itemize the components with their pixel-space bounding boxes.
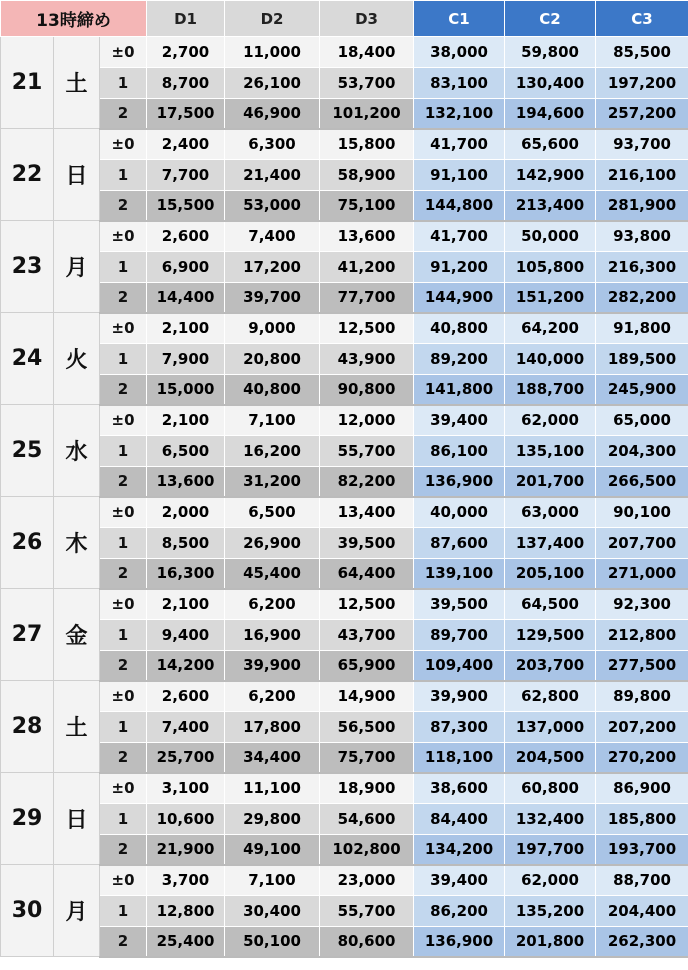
table-row (1, 559, 688, 589)
value-cell: 25,400 (147, 927, 225, 957)
level-label: 2 (100, 467, 147, 497)
value-cell: 277,500 (596, 651, 688, 681)
value-cell: 12,000 (320, 405, 414, 436)
value-cell: 3,100 (147, 773, 225, 804)
value-cell: 7,900 (147, 344, 225, 375)
value-cell: 55,700 (320, 436, 414, 467)
value-cell: 40,800 (414, 313, 505, 344)
value-cell: 91,100 (414, 160, 505, 191)
value-cell: 16,200 (225, 436, 320, 467)
table-row (1, 221, 688, 252)
value-cell: 141,800 (414, 375, 505, 405)
value-cell: 6,200 (225, 589, 320, 620)
value-cell: 77,700 (320, 283, 414, 313)
value-cell: 21,400 (225, 160, 320, 191)
value-cell: 89,700 (414, 620, 505, 651)
value-cell: 136,900 (414, 467, 505, 497)
level-label: 2 (100, 559, 147, 589)
value-cell: 6,200 (225, 681, 320, 712)
column-header-d3: D3 (320, 1, 414, 37)
table-row (1, 129, 688, 160)
value-cell: 45,400 (225, 559, 320, 589)
value-cell: 25,700 (147, 743, 225, 773)
value-cell: 204,500 (505, 743, 596, 773)
value-cell: 30,400 (225, 896, 320, 927)
value-cell: 17,800 (225, 712, 320, 743)
value-cell: 194,600 (505, 99, 596, 129)
value-cell: 105,800 (505, 252, 596, 283)
value-cell: 85,500 (596, 37, 688, 68)
level-label: 1 (100, 344, 147, 375)
value-cell: 204,300 (596, 436, 688, 467)
value-cell: 14,900 (320, 681, 414, 712)
value-cell: 7,100 (225, 405, 320, 436)
value-cell: 53,700 (320, 68, 414, 99)
table-row (1, 528, 688, 559)
value-cell: 93,700 (596, 129, 688, 160)
value-cell: 185,800 (596, 804, 688, 835)
column-header-d2: D2 (225, 1, 320, 37)
level-label: 1 (100, 160, 147, 191)
weekday-label: 日 (54, 129, 100, 221)
value-cell: 86,100 (414, 436, 505, 467)
value-cell: 2,600 (147, 681, 225, 712)
value-cell: 8,500 (147, 528, 225, 559)
weekday-label: 火 (54, 313, 100, 405)
value-cell: 13,600 (147, 467, 225, 497)
value-cell: 266,500 (596, 467, 688, 497)
value-cell: 38,600 (414, 773, 505, 804)
value-cell: 62,000 (505, 405, 596, 436)
value-cell: 20,800 (225, 344, 320, 375)
level-label: ±0 (100, 865, 147, 896)
value-cell: 17,200 (225, 252, 320, 283)
value-cell: 62,800 (505, 681, 596, 712)
table-row (1, 313, 688, 344)
table-row (1, 37, 688, 68)
value-cell: 193,700 (596, 835, 688, 865)
table-row (1, 773, 688, 804)
level-label: 1 (100, 620, 147, 651)
value-cell: 62,000 (505, 865, 596, 896)
value-cell: 9,400 (147, 620, 225, 651)
value-cell: 39,400 (414, 405, 505, 436)
level-label: ±0 (100, 405, 147, 436)
level-label: 2 (100, 651, 147, 681)
value-cell: 18,900 (320, 773, 414, 804)
value-cell: 201,800 (505, 927, 596, 957)
level-label: 2 (100, 835, 147, 865)
value-cell: 90,800 (320, 375, 414, 405)
value-cell: 9,000 (225, 313, 320, 344)
value-cell: 40,800 (225, 375, 320, 405)
value-cell: 12,500 (320, 589, 414, 620)
table-row (1, 68, 688, 99)
day-number: 26 (1, 497, 54, 589)
value-cell: 11,000 (225, 37, 320, 68)
level-label: ±0 (100, 589, 147, 620)
value-cell: 136,900 (414, 927, 505, 957)
value-cell: 58,900 (320, 160, 414, 191)
level-label: 1 (100, 528, 147, 559)
weekday-label: 土 (54, 681, 100, 773)
day-number: 22 (1, 129, 54, 221)
value-cell: 87,600 (414, 528, 505, 559)
weekday-label: 金 (54, 589, 100, 681)
value-cell: 212,800 (596, 620, 688, 651)
value-cell: 55,700 (320, 896, 414, 927)
table-row (1, 467, 688, 497)
level-label: 1 (100, 804, 147, 835)
value-cell: 7,700 (147, 160, 225, 191)
value-cell: 2,100 (147, 405, 225, 436)
day-number: 29 (1, 773, 54, 865)
level-label: 2 (100, 927, 147, 957)
day-number: 21 (1, 37, 54, 129)
value-cell: 197,200 (596, 68, 688, 99)
value-cell: 129,500 (505, 620, 596, 651)
value-cell: 60,800 (505, 773, 596, 804)
table-row (1, 835, 688, 865)
value-cell: 144,800 (414, 191, 505, 221)
table-row (1, 620, 688, 651)
day-number: 28 (1, 681, 54, 773)
table-row (1, 405, 688, 436)
value-cell: 15,800 (320, 129, 414, 160)
table-row (1, 344, 688, 375)
value-cell: 91,200 (414, 252, 505, 283)
value-cell: 41,700 (414, 221, 505, 252)
value-cell: 197,700 (505, 835, 596, 865)
level-label: 2 (100, 375, 147, 405)
value-cell: 89,800 (596, 681, 688, 712)
value-cell: 139,100 (414, 559, 505, 589)
table-title: 13時締め (1, 1, 147, 37)
value-cell: 15,000 (147, 375, 225, 405)
value-cell: 101,200 (320, 99, 414, 129)
table-row (1, 436, 688, 467)
value-cell: 7,400 (225, 221, 320, 252)
value-cell: 10,600 (147, 804, 225, 835)
value-cell: 13,600 (320, 221, 414, 252)
value-cell: 189,500 (596, 344, 688, 375)
day-number: 30 (1, 865, 54, 957)
value-cell: 64,400 (320, 559, 414, 589)
value-cell: 6,900 (147, 252, 225, 283)
level-label: 1 (100, 896, 147, 927)
value-cell: 16,300 (147, 559, 225, 589)
column-header-c3: C3 (596, 1, 688, 37)
day-number: 25 (1, 405, 54, 497)
value-cell: 17,500 (147, 99, 225, 129)
value-cell: 151,200 (505, 283, 596, 313)
value-cell: 39,700 (225, 283, 320, 313)
value-cell: 39,400 (414, 865, 505, 896)
value-cell: 102,800 (320, 835, 414, 865)
value-cell: 31,200 (225, 467, 320, 497)
value-cell: 135,100 (505, 436, 596, 467)
header-row (1, 1, 688, 37)
value-cell: 34,400 (225, 743, 320, 773)
level-label: 1 (100, 252, 147, 283)
value-cell: 213,400 (505, 191, 596, 221)
value-cell: 90,100 (596, 497, 688, 528)
value-cell: 92,300 (596, 589, 688, 620)
level-label: ±0 (100, 681, 147, 712)
day-number: 23 (1, 221, 54, 313)
value-cell: 144,900 (414, 283, 505, 313)
value-cell: 82,200 (320, 467, 414, 497)
table-row (1, 99, 688, 129)
value-cell: 14,200 (147, 651, 225, 681)
table-row (1, 865, 688, 896)
level-label: 2 (100, 283, 147, 313)
level-label: 2 (100, 743, 147, 773)
value-cell: 21,900 (147, 835, 225, 865)
value-cell: 109,400 (414, 651, 505, 681)
level-label: ±0 (100, 221, 147, 252)
value-cell: 2,600 (147, 221, 225, 252)
value-cell: 18,400 (320, 37, 414, 68)
value-cell: 257,200 (596, 99, 688, 129)
table-row (1, 191, 688, 221)
value-cell: 8,700 (147, 68, 225, 99)
value-cell: 87,300 (414, 712, 505, 743)
value-cell: 39,500 (320, 528, 414, 559)
table-row (1, 651, 688, 681)
day-number: 27 (1, 589, 54, 681)
value-cell: 26,900 (225, 528, 320, 559)
value-cell: 188,700 (505, 375, 596, 405)
table-row (1, 252, 688, 283)
value-cell: 41,200 (320, 252, 414, 283)
value-cell: 2,400 (147, 129, 225, 160)
value-cell: 204,400 (596, 896, 688, 927)
value-cell: 15,500 (147, 191, 225, 221)
value-cell: 137,400 (505, 528, 596, 559)
value-cell: 205,100 (505, 559, 596, 589)
table-row (1, 743, 688, 773)
level-label: ±0 (100, 37, 147, 68)
value-cell: 216,100 (596, 160, 688, 191)
value-cell: 134,200 (414, 835, 505, 865)
value-cell: 49,100 (225, 835, 320, 865)
value-cell: 43,900 (320, 344, 414, 375)
value-cell: 6,300 (225, 129, 320, 160)
table-row (1, 927, 688, 957)
table-row (1, 375, 688, 405)
value-cell: 13,400 (320, 497, 414, 528)
value-cell: 137,000 (505, 712, 596, 743)
value-cell: 6,500 (225, 497, 320, 528)
value-cell: 63,000 (505, 497, 596, 528)
value-cell: 201,700 (505, 467, 596, 497)
value-cell: 26,100 (225, 68, 320, 99)
value-cell: 86,200 (414, 896, 505, 927)
value-cell: 11,100 (225, 773, 320, 804)
level-label: 1 (100, 436, 147, 467)
weekday-label: 日 (54, 773, 100, 865)
value-cell: 216,300 (596, 252, 688, 283)
value-cell: 270,200 (596, 743, 688, 773)
value-cell: 80,600 (320, 927, 414, 957)
level-label: 2 (100, 99, 147, 129)
value-cell: 132,100 (414, 99, 505, 129)
weekday-label: 木 (54, 497, 100, 589)
value-cell: 56,500 (320, 712, 414, 743)
value-cell: 7,100 (225, 865, 320, 896)
column-header-d1: D1 (147, 1, 225, 37)
value-cell: 207,700 (596, 528, 688, 559)
table-body (1, 37, 688, 957)
value-cell: 39,900 (225, 651, 320, 681)
value-cell: 75,100 (320, 191, 414, 221)
value-cell: 84,400 (414, 804, 505, 835)
value-cell: 64,500 (505, 589, 596, 620)
weekday-label: 土 (54, 37, 100, 129)
value-cell: 43,700 (320, 620, 414, 651)
value-cell: 281,900 (596, 191, 688, 221)
value-cell: 12,500 (320, 313, 414, 344)
value-cell: 39,500 (414, 589, 505, 620)
value-cell: 130,400 (505, 68, 596, 99)
value-cell: 245,900 (596, 375, 688, 405)
value-cell: 14,400 (147, 283, 225, 313)
level-label: ±0 (100, 129, 147, 160)
value-cell: 64,200 (505, 313, 596, 344)
day-number: 24 (1, 313, 54, 405)
level-label: 2 (100, 191, 147, 221)
value-cell: 16,900 (225, 620, 320, 651)
weekday-label: 水 (54, 405, 100, 497)
value-cell: 7,400 (147, 712, 225, 743)
column-header-c2: C2 (505, 1, 596, 37)
weekday-label: 月 (54, 865, 100, 957)
value-cell: 39,900 (414, 681, 505, 712)
value-cell: 83,100 (414, 68, 505, 99)
value-cell: 54,600 (320, 804, 414, 835)
value-cell: 135,200 (505, 896, 596, 927)
level-label: 1 (100, 712, 147, 743)
value-cell: 2,100 (147, 589, 225, 620)
level-label: ±0 (100, 773, 147, 804)
table-row (1, 497, 688, 528)
table-row (1, 804, 688, 835)
value-cell: 6,500 (147, 436, 225, 467)
table-row (1, 160, 688, 191)
value-cell: 89,200 (414, 344, 505, 375)
value-cell: 46,900 (225, 99, 320, 129)
value-cell: 262,300 (596, 927, 688, 957)
value-cell: 91,800 (596, 313, 688, 344)
value-cell: 41,700 (414, 129, 505, 160)
value-cell: 282,200 (596, 283, 688, 313)
value-cell: 29,800 (225, 804, 320, 835)
value-cell: 93,800 (596, 221, 688, 252)
value-cell: 53,000 (225, 191, 320, 221)
weekday-label: 月 (54, 221, 100, 313)
value-cell: 140,000 (505, 344, 596, 375)
table-row (1, 681, 688, 712)
value-cell: 203,700 (505, 651, 596, 681)
value-cell: 50,100 (225, 927, 320, 957)
value-cell: 65,600 (505, 129, 596, 160)
value-cell: 75,700 (320, 743, 414, 773)
value-cell: 271,000 (596, 559, 688, 589)
level-label: ±0 (100, 497, 147, 528)
table-row (1, 712, 688, 743)
value-cell: 2,000 (147, 497, 225, 528)
table-row (1, 896, 688, 927)
column-header-c1: C1 (414, 1, 505, 37)
value-cell: 132,400 (505, 804, 596, 835)
value-cell: 118,100 (414, 743, 505, 773)
value-cell: 12,800 (147, 896, 225, 927)
table-row (1, 589, 688, 620)
value-cell: 2,700 (147, 37, 225, 68)
value-cell: 65,000 (596, 405, 688, 436)
level-label: 1 (100, 68, 147, 99)
value-cell: 59,800 (505, 37, 596, 68)
value-cell: 86,900 (596, 773, 688, 804)
value-cell: 50,000 (505, 221, 596, 252)
value-cell: 38,000 (414, 37, 505, 68)
level-label: ±0 (100, 313, 147, 344)
value-cell: 142,900 (505, 160, 596, 191)
value-cell: 88,700 (596, 865, 688, 896)
value-cell: 2,100 (147, 313, 225, 344)
value-cell: 40,000 (414, 497, 505, 528)
table-row (1, 283, 688, 313)
value-cell: 207,200 (596, 712, 688, 743)
value-cell: 3,700 (147, 865, 225, 896)
value-cell: 23,000 (320, 865, 414, 896)
value-cell: 65,900 (320, 651, 414, 681)
